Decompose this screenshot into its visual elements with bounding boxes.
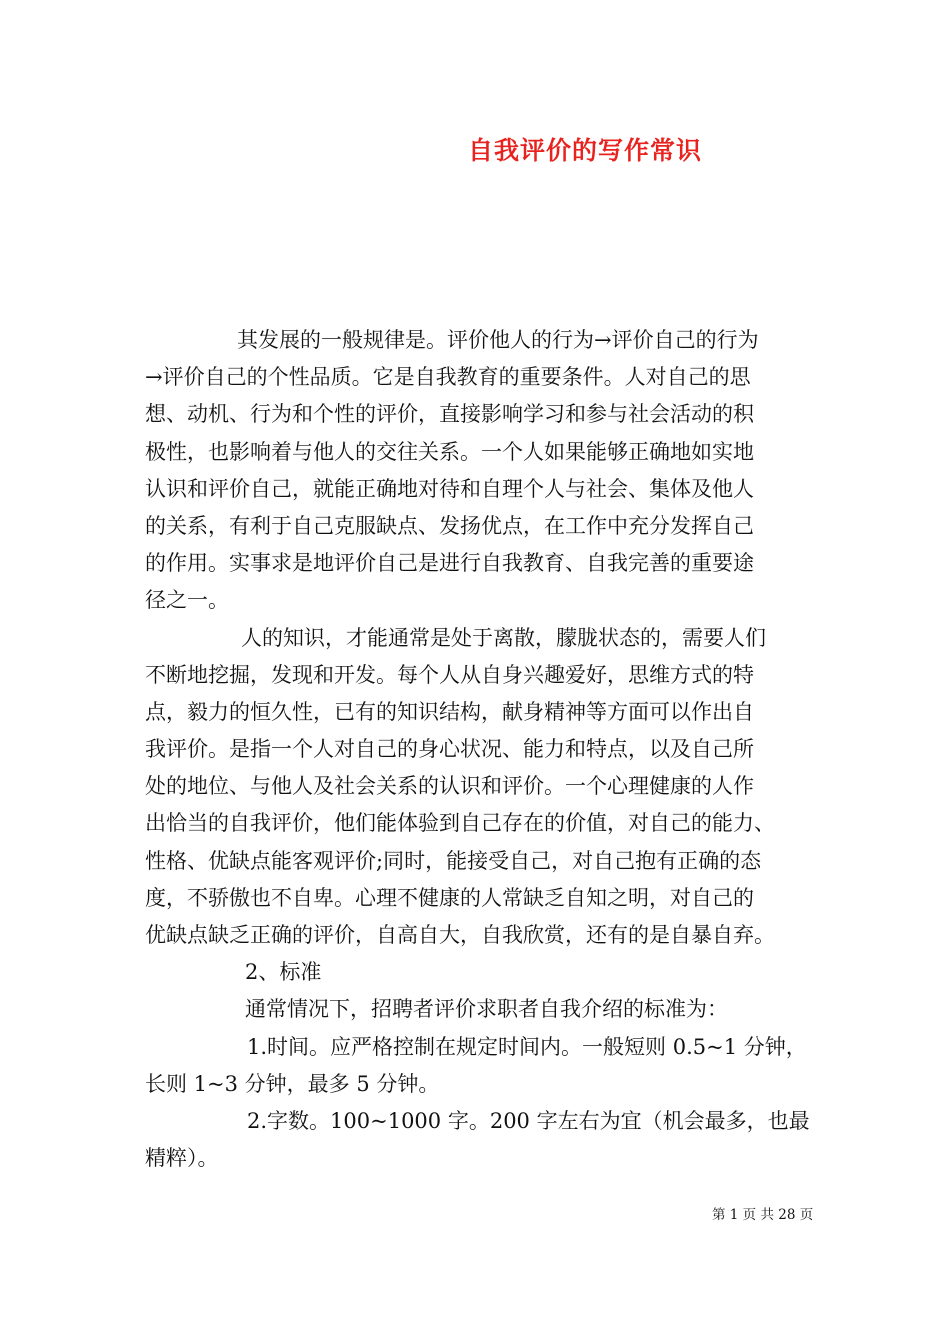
document-title: 自我评价的写作常识 — [468, 136, 703, 165]
paragraph-line: 径之一。 — [145, 588, 229, 613]
paragraph-line: 度，不骄傲也不自卑。心理不健康的人常缺乏自知之明，对自己的 — [145, 885, 754, 910]
paragraph-line: 我评价。是指一个人对自己的身心状况、能力和特点，以及自己所 — [145, 737, 754, 762]
paragraph-line: 出恰当的自我评价，他们能体验到自己存在的价值，对自己的能力、 — [145, 811, 775, 836]
paragraph-line: 性格、优缺点能客观评价;同时，能接受自己，对自己抱有正确的态 — [145, 848, 762, 873]
paragraph-line: 极性，也影响着与他人的交往关系。一个人如果能够正确地如实地 — [145, 439, 754, 464]
list-item-line: 精粹）。 — [145, 1146, 219, 1171]
paragraph-line: 的关系，有利于自己克服缺点、发扬优点，在工作中充分发挥自己 — [145, 513, 754, 538]
paragraph-line: 通常情况下，招聘者评价求职者自我介绍的标准为： — [245, 997, 728, 1022]
paragraph-line: 的作用。实事求是地评价自己是进行自我教育、自我完善的重要途 — [145, 551, 754, 576]
section-heading: 2、标准 — [245, 960, 322, 985]
paragraph-line: 其发展的一般规律是。评价他人的行为→评价自己的行为 — [237, 328, 759, 352]
list-item-line: 长则 1~3 分钟，最多 5 分钟。 — [145, 1071, 440, 1096]
paragraph-line: 点，毅力的恒久性，已有的知识结构，献身精神等方面可以作出自 — [145, 699, 754, 724]
paragraph-line: 想、动机、行为和个性的评价，直接影响学习和参与社会活动的积 — [145, 402, 754, 427]
paragraph-line: 不断地挖掘，发现和开发。每个人从自身兴趣爱好，思维方式的特 — [145, 662, 754, 687]
paragraph-line: 认识和评价自己，就能正确地对待和自理个人与社会、集体及他人 — [145, 476, 754, 501]
document-body — [145, 322, 815, 1177]
paragraph-line: 处的地位、与他人及社会关系的认识和评价。一个心理健康的人作 — [145, 774, 754, 799]
list-item-line: 1.时间。应严格控制在规定时间内。一般短则 0.5~1 分钟， — [247, 1034, 807, 1059]
paragraph-line: 优缺点缺乏正确的评价，自高自大，自我欣赏，还有的是自暴自弃。 — [145, 923, 775, 947]
page-number: 第 1 页 共 28 页 — [712, 1207, 814, 1223]
paragraph-line: 人的知识，才能通常是处于离散，朦胧状态的，需要人们 — [241, 625, 766, 650]
list-item-line: 2.字数。100~1000 字。200 字左右为宜（机会最多，也最 — [247, 1108, 810, 1133]
paragraph-line: →评价自己的个性品质。它是自我教育的重要条件。人对自己的思 — [145, 365, 751, 390]
